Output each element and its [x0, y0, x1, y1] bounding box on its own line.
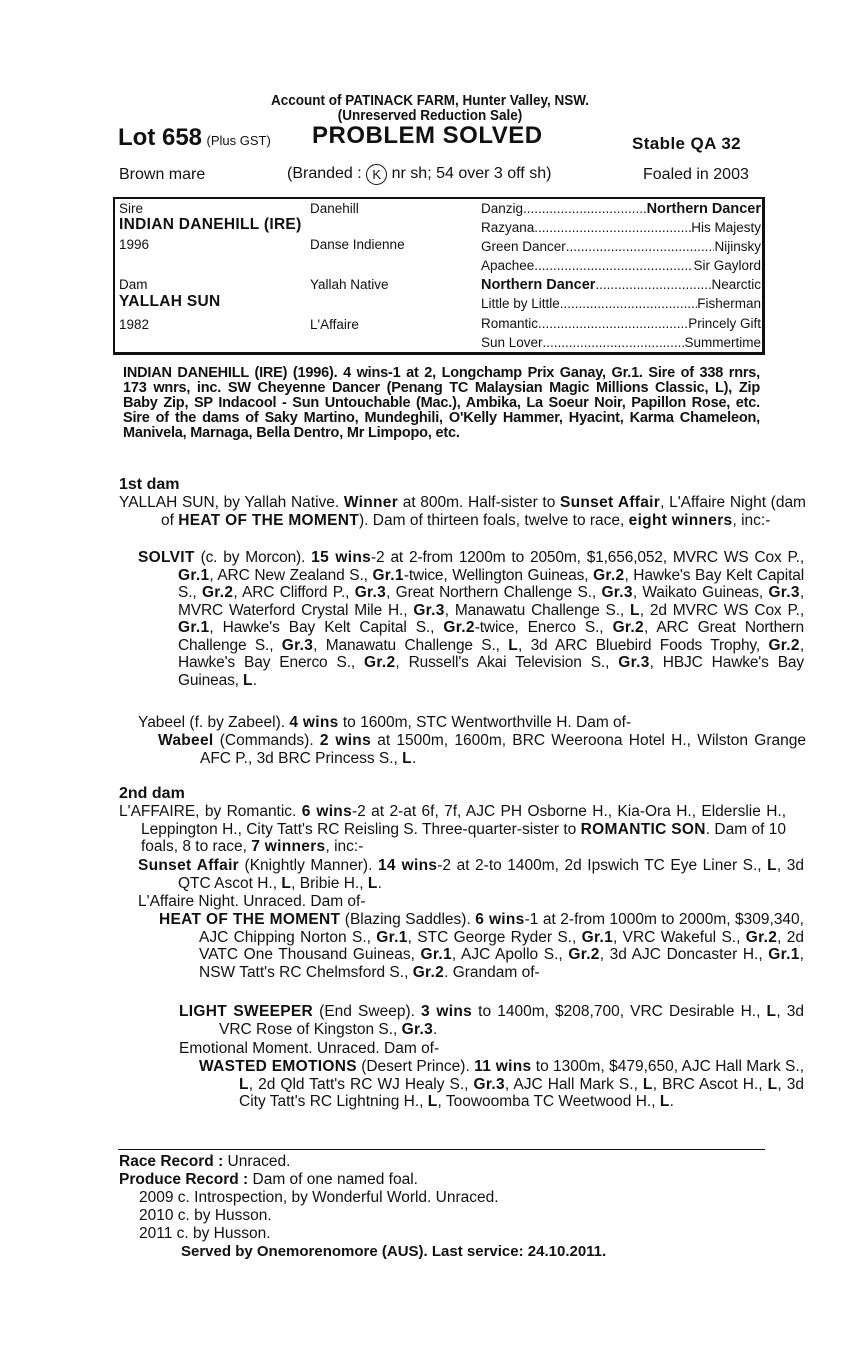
second-dam-paragraph — [119, 803, 786, 856]
sunset-affair-entry — [138, 857, 804, 892]
plain-text: . — [252, 671, 257, 689]
pedigree-gen2-sire-dam: Danse Indienne — [310, 237, 405, 252]
plain-text: . — [669, 1093, 674, 1110]
sire-year: 1996 — [119, 237, 150, 252]
yabeel-entry — [138, 714, 764, 732]
bold-text: Gr.1 — [372, 566, 404, 584]
lot-title-row — [118, 124, 271, 151]
bold-text: Gr.1 — [581, 928, 614, 946]
bold-text: Gr.1 — [420, 946, 452, 963]
leader-dots — [566, 239, 715, 255]
leader-dots — [523, 201, 647, 217]
race-record-value: Unraced. — [223, 1153, 291, 1170]
bold-text: Gr.2 — [568, 946, 600, 963]
bold-text: Gr.3 — [354, 584, 387, 601]
plain-text: , VRC Wakeful S., — [613, 928, 746, 946]
plain-text: (Knightly Manner). — [239, 857, 378, 874]
bold-text: L — [659, 1093, 670, 1110]
plain-text: , Waikato Guineas, — [632, 584, 769, 601]
sire-label: Sire — [119, 201, 144, 216]
plain-text: , 3d AJC Doncaster H., — [599, 946, 769, 963]
plain-text: -2 at 2-from 1200m to 2050m, $1,656,052, MVRC WS Cox P., — [371, 549, 804, 566]
pedigree-ancestor: Northern Dancer — [481, 277, 596, 293]
bold-text: Wabeel — [158, 732, 214, 749]
bold-text: Sunset Affair — [138, 857, 240, 874]
pedigree-ancestor-sire: Nijinsky — [714, 239, 761, 254]
leader-dots — [560, 296, 697, 312]
bold-text: Gr.1 — [178, 619, 210, 636]
bold-text: Sunset Affair — [559, 494, 661, 511]
foal-2010: 2010 c. by Husson. — [139, 1207, 272, 1224]
pedigree-gen3-row — [481, 201, 761, 217]
pedigree-ancestor-sire: Fisherman — [697, 296, 761, 311]
plain-text: -2 at 2-to 1400m, 2d Ipswich TC Eye Liner S., — [437, 857, 768, 874]
dam-name: YALLAH SUN — [119, 293, 221, 310]
pedigree-ancestor-sire: Princely Gift — [688, 316, 761, 331]
bold-text: HEAT OF THE MOMENT — [159, 911, 341, 928]
records-divider — [118, 1149, 765, 1150]
pedigree-gen3-row — [481, 239, 761, 255]
bold-text: 4 wins — [289, 714, 339, 731]
foal-2011: 2011 c. by Husson. — [139, 1225, 271, 1242]
race-record-label: Race Record : — [119, 1153, 224, 1170]
plain-text: , Hawke's Bay Kelt Capital S., — [178, 566, 804, 601]
bold-text: 14 wins — [377, 857, 438, 874]
brand-mark: K — [366, 164, 387, 185]
plain-text: , L'Affaire Night (dam of — [161, 494, 806, 529]
plain-text: , 3d QTC Ascot H., — [178, 857, 804, 892]
plain-text: to 1600m, STC Wentworthville H. Dam of- — [338, 714, 632, 731]
plain-text: at 800m. Half-sister to — [398, 494, 560, 511]
bold-text: L — [767, 1075, 778, 1093]
bold-text: L — [402, 749, 412, 767]
bold-text: Gr.3 — [413, 601, 445, 619]
brand-info — [287, 164, 551, 185]
wabeel-entry — [158, 732, 806, 767]
plain-text: , Manawatu Challenge S., — [313, 636, 509, 654]
bold-text: HEAT OF THE MOMENT — [178, 511, 360, 529]
laffaire-night-entry — [138, 893, 764, 911]
bold-text: L — [508, 636, 518, 654]
brand-prefix: (Branded : — [287, 165, 362, 182]
sale-type-line: (Unreserved Reduction Sale) — [337, 107, 523, 124]
sire-summary: INDIAN DANEHILL (IRE) (1996). 4 wins-1 at 2, Longchamp Prix Ganay, Gr.1. Sire of 338 rnrs, 173 wnrs, inc. SW Cheyenne Dancer (Penang TC Malaysian Magic Millions Classic, L), Zip Baby Zip, SP Indacool - Sun Untouchable (Mac.), Ambika, La Soeur Noir, Papillon Rose, etc. Sire of the dams of Saky Martino, Mundeghili, O'Kelly Hammer, Hyacint, Karma Chameleon, Manivela, Marnaga, Bella Dentro, Mr Limpopo, etc. — [123, 365, 760, 441]
bold-text: L — [766, 1003, 777, 1020]
first-dam-heading: 1st dam — [119, 476, 180, 493]
bold-text: 7 winners — [251, 838, 326, 855]
foal-2009: 2009 c. Introspection, by Wonderful World. Unraced. — [139, 1189, 499, 1206]
bold-text: 6 wins — [301, 803, 352, 820]
bold-text: L — [239, 1075, 249, 1093]
heat-of-the-moment-entry — [159, 911, 804, 981]
plain-text: , Great Northern Challenge S., — [386, 584, 602, 601]
bold-text: SOLVIT — [138, 549, 195, 566]
bold-text: Gr.2 — [768, 636, 800, 654]
plain-text: ). Dam of thirteen foals, twelve to race, — [359, 511, 629, 529]
bold-text: WASTED EMOTIONS — [199, 1058, 357, 1075]
pedigree-ancestor: Little by Little — [481, 296, 560, 311]
bold-text: L — [629, 601, 640, 619]
plain-text: , NSW Tatt's RC Chelmsford S., — [199, 946, 804, 981]
pedigree-ancestor: Apachee — [481, 258, 535, 273]
plain-text: , Hawke's Bay Kelt Capital S., — [209, 619, 444, 636]
pedigree-ancestor: Sun Lover — [481, 335, 543, 350]
pedigree-ancestor-sire: Nearctic — [711, 277, 761, 292]
plain-text: at 1500m, 1600m, BRC Weeroona Hotel H., Wilston Grange AFC P., 3d BRC Princess S., — [200, 732, 806, 767]
pedigree-gen3-row — [481, 335, 761, 351]
plain-text: (End Sweep). — [313, 1003, 422, 1020]
lot-number: Lot 658 — [118, 124, 203, 151]
plain-text: , Bribie H., — [291, 874, 368, 892]
bold-text: Gr.2 — [443, 619, 475, 636]
plain-text: . — [433, 1020, 438, 1038]
plain-text: -twice, Enerco S., — [474, 619, 613, 636]
plain-text: , STC George Ryder S., — [407, 928, 582, 946]
first-dam-paragraph — [119, 494, 806, 529]
plain-text: , 3d City Tatt's RC Lightning H., — [239, 1075, 804, 1110]
horse-name: PROBLEM SOLVED — [312, 122, 543, 149]
plain-text: . — [377, 874, 382, 892]
plain-text: YALLAH SUN, by Yallah Native. — [119, 494, 344, 511]
plain-text: (Desert Prince). — [356, 1058, 475, 1075]
foaled-year: Foaled in 2003 — [643, 166, 749, 183]
bold-text: Gr.2 — [612, 619, 644, 636]
plain-text: , 3d ARC Bluebird Foods Trophy, — [518, 636, 769, 654]
bold-text: 11 wins — [474, 1058, 532, 1075]
bold-text: Gr.2 — [412, 963, 445, 981]
plain-text: , Toowoomba TC Weetwood H., — [437, 1093, 660, 1110]
pedigree-ancestor-sire: Northern Dancer — [646, 201, 761, 217]
plain-text: , inc:- — [325, 838, 364, 855]
bold-text: Gr.2 — [201, 584, 234, 601]
plain-text: , Hawke's Bay Enerco S., — [178, 636, 804, 671]
plain-text: -2 at 2-at 6f, 7f, AJC PH Osborne H., Kia-Ora H., Elderslie H., Leppington H., City Tatt's RC Reisling S. Three-quarter-sister to — [141, 803, 787, 838]
bold-text: L — [767, 857, 777, 874]
bold-text: Gr.2 — [364, 654, 396, 671]
dam-label: Dam — [119, 277, 148, 292]
dam-year: 1982 — [119, 317, 150, 332]
plain-text: -1 at 2-from 1000m to 2000m, $309,340, AJC Chipping Norton S., — [199, 911, 804, 946]
bold-text: Gr.3 — [601, 584, 633, 601]
second-dam-heading: 2nd dam — [119, 785, 185, 802]
bold-text: L — [427, 1093, 438, 1110]
plain-text: , inc:- — [732, 511, 771, 529]
emotional-moment-entry — [179, 1040, 764, 1058]
pedigree-ancestor: Green Dancer — [481, 239, 566, 254]
bold-text: Gr.1 — [178, 566, 210, 584]
bold-text: Gr.3 — [281, 636, 314, 654]
plain-text: . Dam of 10 foals, 8 to race, — [141, 820, 787, 855]
plain-text: , HBJC Hawke's Bay Guineas, — [178, 654, 804, 689]
plain-text: L'AFFAIRE, by Romantic. — [119, 803, 302, 820]
wasted-emotions-entry — [199, 1058, 804, 1111]
plain-text: , ARC Great Northern Challenge S., — [178, 619, 804, 654]
bold-text: Gr.1 — [376, 928, 408, 946]
pedigree-ancestor-sire: Summertime — [684, 335, 761, 350]
plain-text: Emotional Moment. Unraced. Dam of- — [179, 1040, 440, 1057]
pedigree-gen3-row — [481, 258, 761, 274]
plain-text: , 3d VRC Rose of Kingston S., — [219, 1003, 805, 1038]
pedigree-gen2-dam-sire: Yallah Native — [310, 277, 389, 292]
service-note: Served by Onemorenomore (AUS). Last service: 24.10.2011. — [181, 1243, 607, 1260]
bold-text: 15 wins — [311, 549, 372, 566]
plain-text: , AJC Hall Mark S., — [504, 1075, 643, 1093]
plain-text: . — [411, 749, 417, 767]
plain-text: . Grandam of- — [444, 963, 540, 981]
plain-text: (Blazing Saddles). — [340, 911, 476, 928]
bold-text: Gr.2 — [593, 566, 625, 584]
bold-text: ROMANTIC SON — [580, 820, 706, 838]
plain-text: , BRC Ascot H., — [652, 1075, 768, 1093]
pedigree-gen2-dam-dam: L'Affaire — [310, 317, 359, 332]
bold-text: L — [367, 874, 378, 892]
pedigree-ancestor-sire: Sir Gaylord — [693, 258, 761, 273]
produce-record-value: Dam of one named foal. — [248, 1171, 418, 1188]
leader-dots — [595, 277, 711, 293]
bold-text: Gr.3 — [768, 584, 800, 601]
bold-text: 3 wins — [421, 1003, 473, 1020]
plain-text: , Russell's Akai Television S., — [395, 654, 619, 671]
bold-text: Gr.2 — [745, 928, 778, 946]
pedigree-gen3-row — [481, 220, 761, 236]
bold-text: Gr.3 — [473, 1075, 505, 1093]
plain-text: , MVRC Waterford Crystal Mile H., — [178, 584, 804, 619]
plain-text: , ARC New Zealand S., — [209, 566, 373, 584]
leader-dots — [538, 316, 688, 332]
sire-name: INDIAN DANEHILL (IRE) — [119, 216, 302, 233]
plain-text: (c. by Morcon). — [194, 549, 312, 566]
pedigree-gen3-row — [481, 296, 761, 312]
bold-text: Gr.1 — [768, 946, 800, 963]
stable-number: Stable QA 32 — [632, 134, 742, 153]
leader-dots — [543, 335, 685, 351]
bold-text: L — [642, 1075, 653, 1093]
gst-note: (Plus GST) — [206, 133, 271, 148]
bold-text: Gr.3 — [618, 654, 650, 671]
plain-text: , AJC Apollo S., — [451, 946, 569, 963]
plain-text: Yabeel (f. by Zabeel). — [138, 714, 290, 731]
pedigree-gen3-row — [481, 316, 761, 332]
plain-text: (Commands). — [213, 732, 320, 749]
bold-text: L — [281, 874, 292, 892]
plain-text: L'Affaire Night. Unraced. Dam of- — [138, 893, 366, 910]
pedigree-ancestor: Razyana — [481, 220, 535, 235]
pedigree-gen2-sire-sire: Danehill — [310, 201, 359, 216]
bold-text: 6 wins — [475, 911, 525, 928]
bold-text: 2 wins — [319, 732, 371, 749]
leader-dots — [534, 258, 693, 274]
produce-record — [119, 1171, 418, 1189]
plain-text: , 2d Qld Tatt's RC WJ Healy S., — [248, 1075, 474, 1093]
horse-sex: Brown mare — [119, 166, 206, 183]
plain-text: -twice, Wellington Guineas, — [403, 566, 594, 584]
plain-text: , ARC Clifford P., — [233, 584, 355, 601]
bold-text: Winner — [343, 494, 399, 511]
bold-text: Gr.3 — [401, 1020, 434, 1038]
plain-text: , Manawatu Challenge S., — [444, 601, 630, 619]
produce-record-label: Produce Record : — [119, 1171, 249, 1188]
pedigree-gen3-row — [481, 277, 761, 293]
bold-text: LIGHT SWEEPER — [179, 1003, 314, 1020]
plain-text: , 2d MVRC WS Cox P., — [639, 601, 804, 619]
pedigree-ancestor: Danzig — [481, 201, 524, 216]
plain-text: , 2d VATC One Thousand Guineas, — [199, 928, 805, 963]
light-sweeper-entry — [179, 1003, 804, 1038]
bold-text: eight winners — [628, 511, 733, 529]
leader-dots — [534, 220, 691, 236]
plain-text: to 1300m, $479,650, AJC Hall Mark S., — [531, 1058, 804, 1075]
plain-text: to 1400m, $208,700, VRC Desirable H., — [472, 1003, 767, 1020]
vendor-line: Account of PATINACK FARM, Hunter Valley, NSW. — [270, 92, 590, 109]
pedigree-ancestor-sire: His Majesty — [691, 220, 761, 235]
brand-suffix: nr sh; 54 over 3 off sh) — [391, 165, 552, 182]
pedigree-ancestor: Romantic — [481, 316, 539, 331]
race-record — [119, 1153, 290, 1171]
bold-text: L — [243, 671, 253, 689]
solvit-entry — [138, 549, 804, 689]
